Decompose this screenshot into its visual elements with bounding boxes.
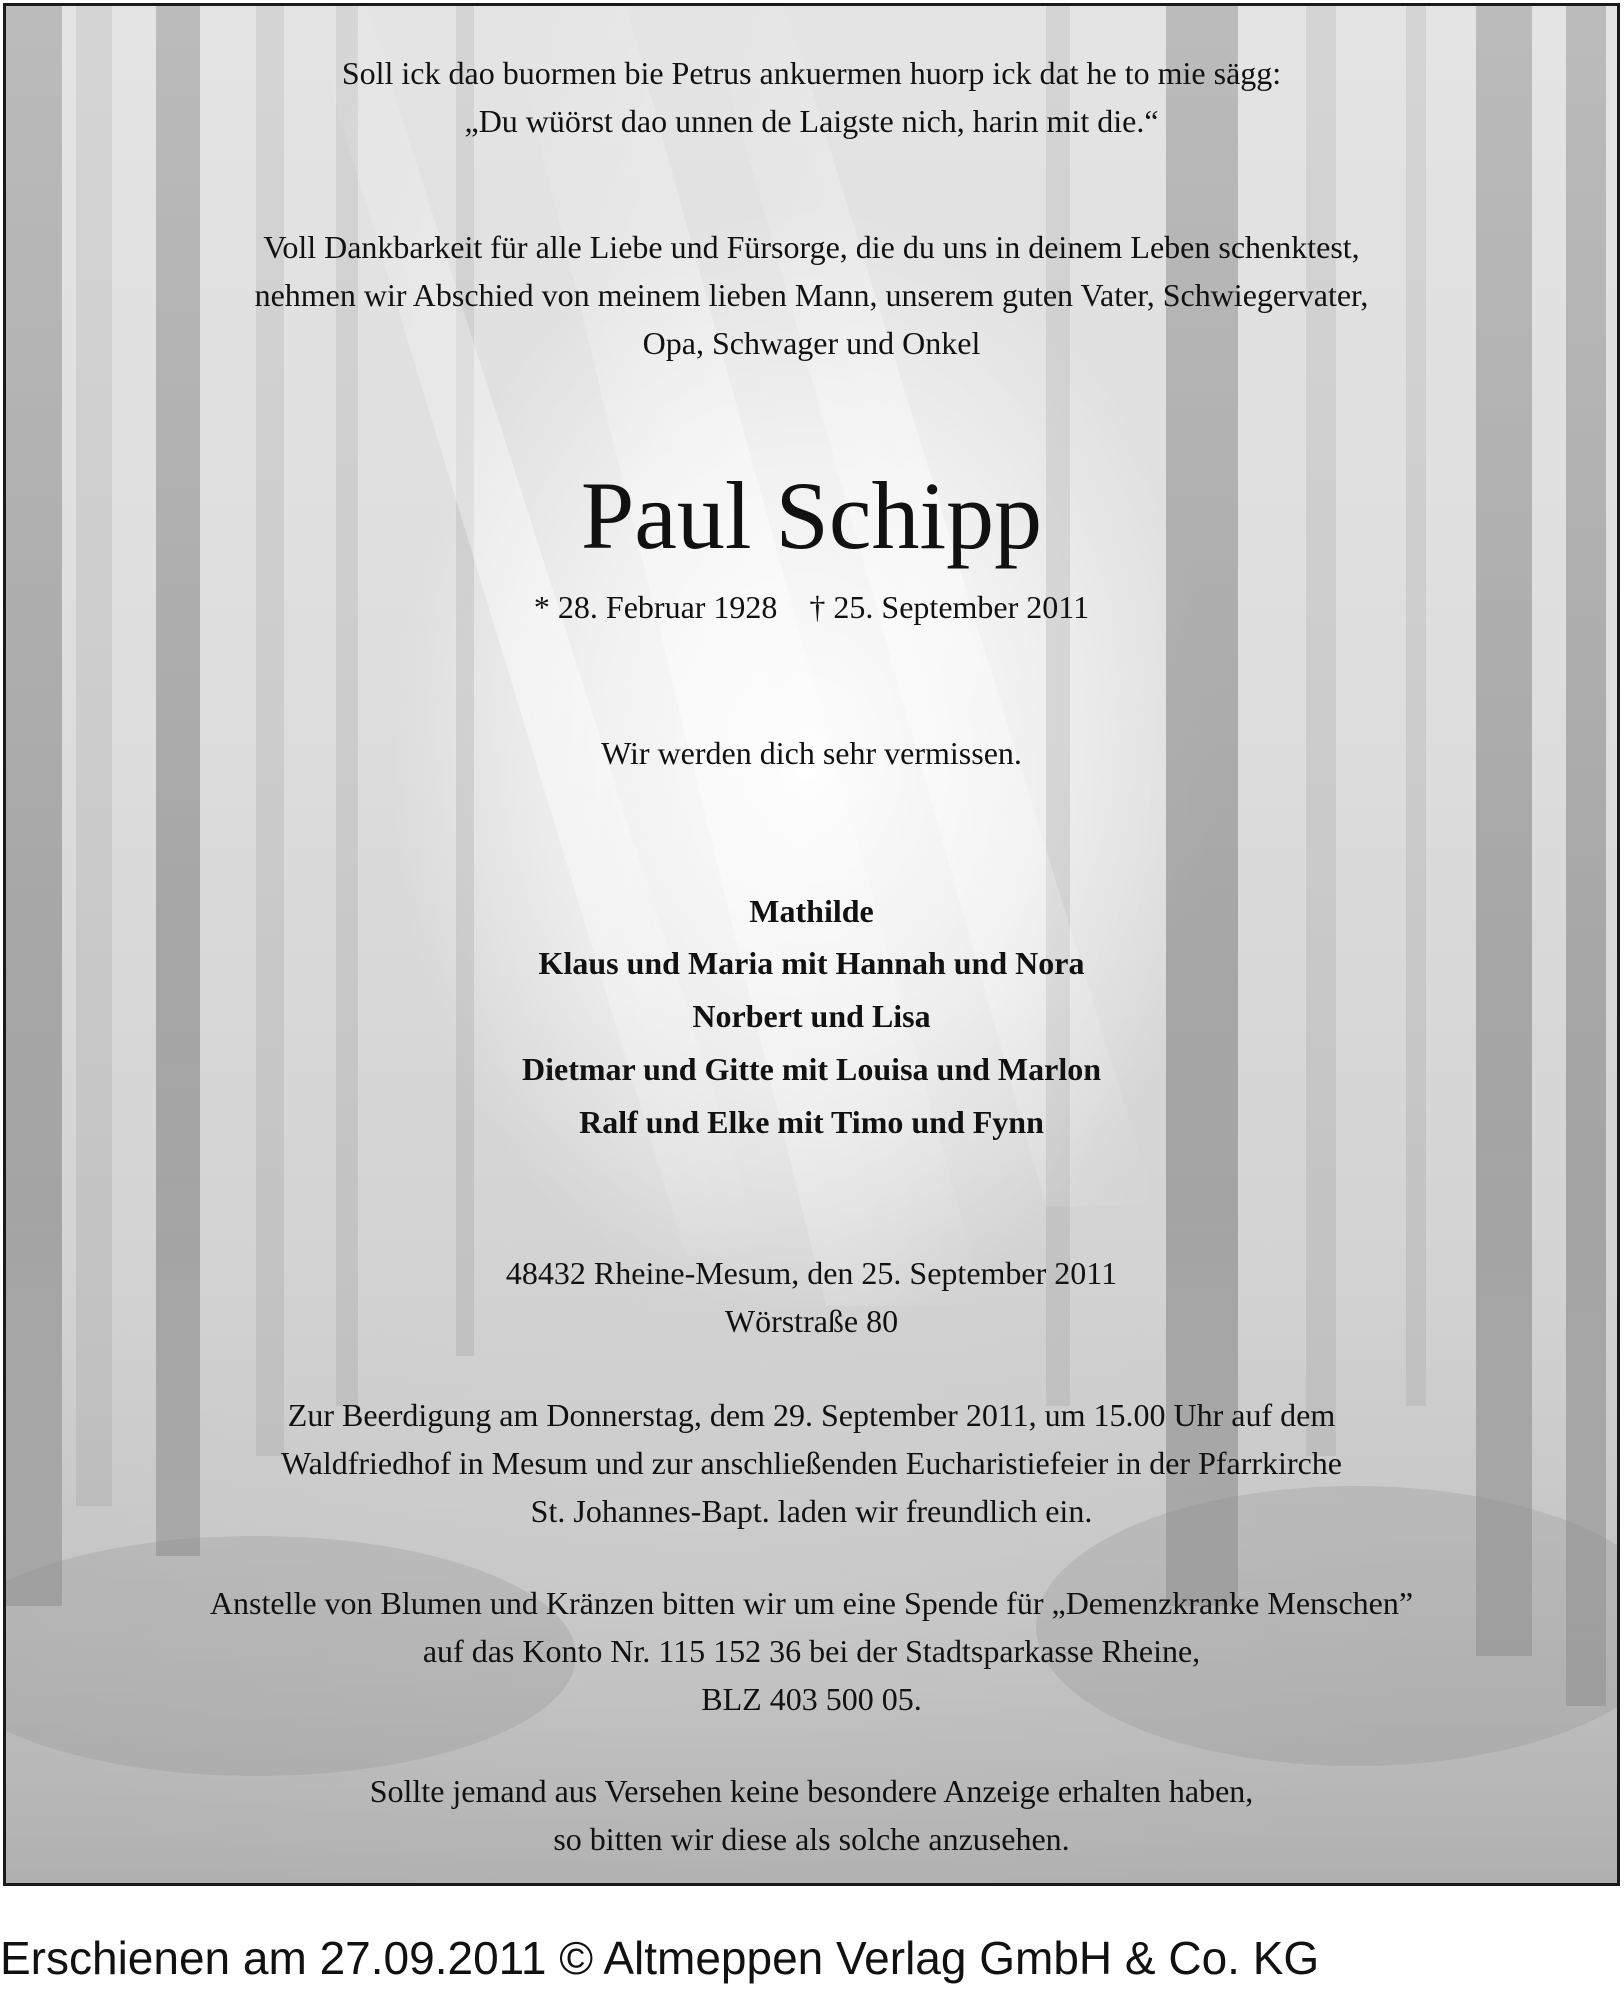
closing-line: Sollte jemand aus Versehen keine besondere Anzeige erhalten haben, xyxy=(369,1773,1254,1809)
address-line: 48432 Rheine-Mesum, den 25. September 2011 xyxy=(505,1255,1118,1291)
family-member: Dietmar und Gitte mit Louisa und Marlon xyxy=(522,1051,1101,1087)
intro-line: nehmen wir Abschied von meinem lieben Mann, unserem guten Vater, Schwiegervater, xyxy=(254,277,1369,313)
verse-line: Soll ick dao buormen bie Petrus ankuermen huorp ick dat he to mie sägg: xyxy=(341,55,1282,91)
intro-line: Opa, Schwager und Onkel xyxy=(642,325,981,361)
family-member: Ralf und Elke mit Timo und Fynn xyxy=(579,1104,1044,1140)
family-member: Klaus und Maria mit Hannah und Nora xyxy=(538,945,1085,981)
publication-footer: Erschienen am 27.09.2011 © Altmeppen Verlag GmbH & Co. KG xyxy=(0,1932,1320,1984)
closing-line: so bitten wir diese als solche anzusehen. xyxy=(553,1821,1070,1857)
funeral-line: Waldfriedhof in Mesum und zur anschließenden Eucharistiefeier in der Pfarrkirche xyxy=(280,1445,1342,1481)
life-dates: * 28. Februar 1928 † 25. September 2011 xyxy=(533,589,1090,625)
notice-text xyxy=(6,6,1617,1883)
donation-line: BLZ 403 500 05. xyxy=(701,1681,922,1717)
donation-line: Anstelle von Blumen und Kränzen bitten wir um eine Spende für „Demenzkranke Menschen” xyxy=(209,1585,1414,1621)
obituary-notice xyxy=(3,3,1620,1886)
donation-line: auf das Konto Nr. 115 152 36 bei der Stadtsparkasse Rheine, xyxy=(422,1633,1201,1669)
intro-line: Voll Dankbarkeit für alle Liebe und Fürsorge, die du uns in deinem Leben schenktest, xyxy=(263,229,1360,265)
funeral-line: Zur Beerdigung am Donnerstag, dem 29. September 2011, um 15.00 Uhr auf dem xyxy=(287,1397,1336,1433)
deceased-name: Paul Schipp xyxy=(580,462,1043,569)
verse-line: „Du wüörst dao unnen de Laigste nich, harin mit die.“ xyxy=(464,103,1159,139)
family-member: Norbert und Lisa xyxy=(692,998,931,1034)
funeral-line: St. Johannes-Bapt. laden wir freundlich ein. xyxy=(530,1493,1093,1529)
address-line: Wörstraße 80 xyxy=(724,1303,899,1339)
family-member: Mathilde xyxy=(749,893,874,929)
farewell-text: Wir werden dich sehr vermissen. xyxy=(601,735,1022,771)
